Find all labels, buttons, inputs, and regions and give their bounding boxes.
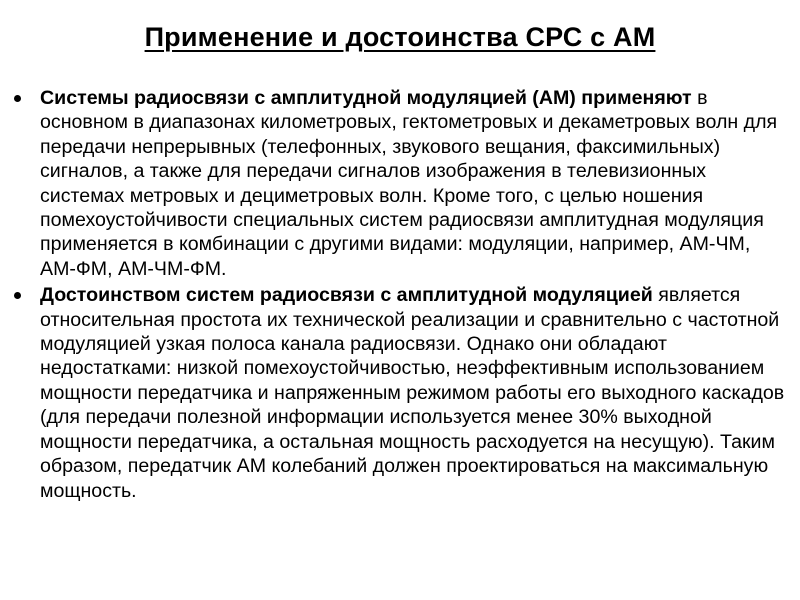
bullet-lead-text: Системы радиосвязи с амплитудной модуляцией (АМ) применяют (40, 87, 692, 109)
bullet-item-applications (12, 86, 790, 281)
slide-title: Применение и достоинства СРС с АМ (144, 22, 656, 52)
bullet-body-text: является относительная простота их технической реализации и сравнительно с частотной модуляцией узкая полоса канала радиосвязи. Однако они обладают недостатками: низкой помехоустойчивостью, неэффективным использованием мощности передатчика и напряженным режимом работы его выходного каскадов (для передачи полезной информации используется менее 30% выходной мощности передатчика, а остальная мощность расходуется на несущую). Таким образом, передатчик АМ колебаний должен проектироваться на максимальную мощность. (40, 284, 785, 502)
bullet-dot-icon (14, 95, 21, 102)
bullet-lead-text: Достоинством систем радиосвязи с амплитудной модуляцией (40, 284, 653, 307)
bullet-dot-icon (14, 292, 21, 299)
bullet-list (12, 86, 790, 505)
bullet-item-advantages (12, 283, 790, 503)
bullet-body-text: в основном в диапазонах километровых, гектометровых и декаметровых волн для передачи непрерывных (телефонных, звукового вещания, факсимильных) сигналов, а также для передачи сигналов изображения в телевизионных системах метровых и дециметровых волн. Кроме того, с целью ношения помехоустойчивости специальных систем радиосвязи амплитудная модуляция применяется в комбинации с другими видами: модуляции, например, АМ-ЧМ, АМ-ФМ, АМ-ЧМ-ФМ. (40, 87, 778, 280)
